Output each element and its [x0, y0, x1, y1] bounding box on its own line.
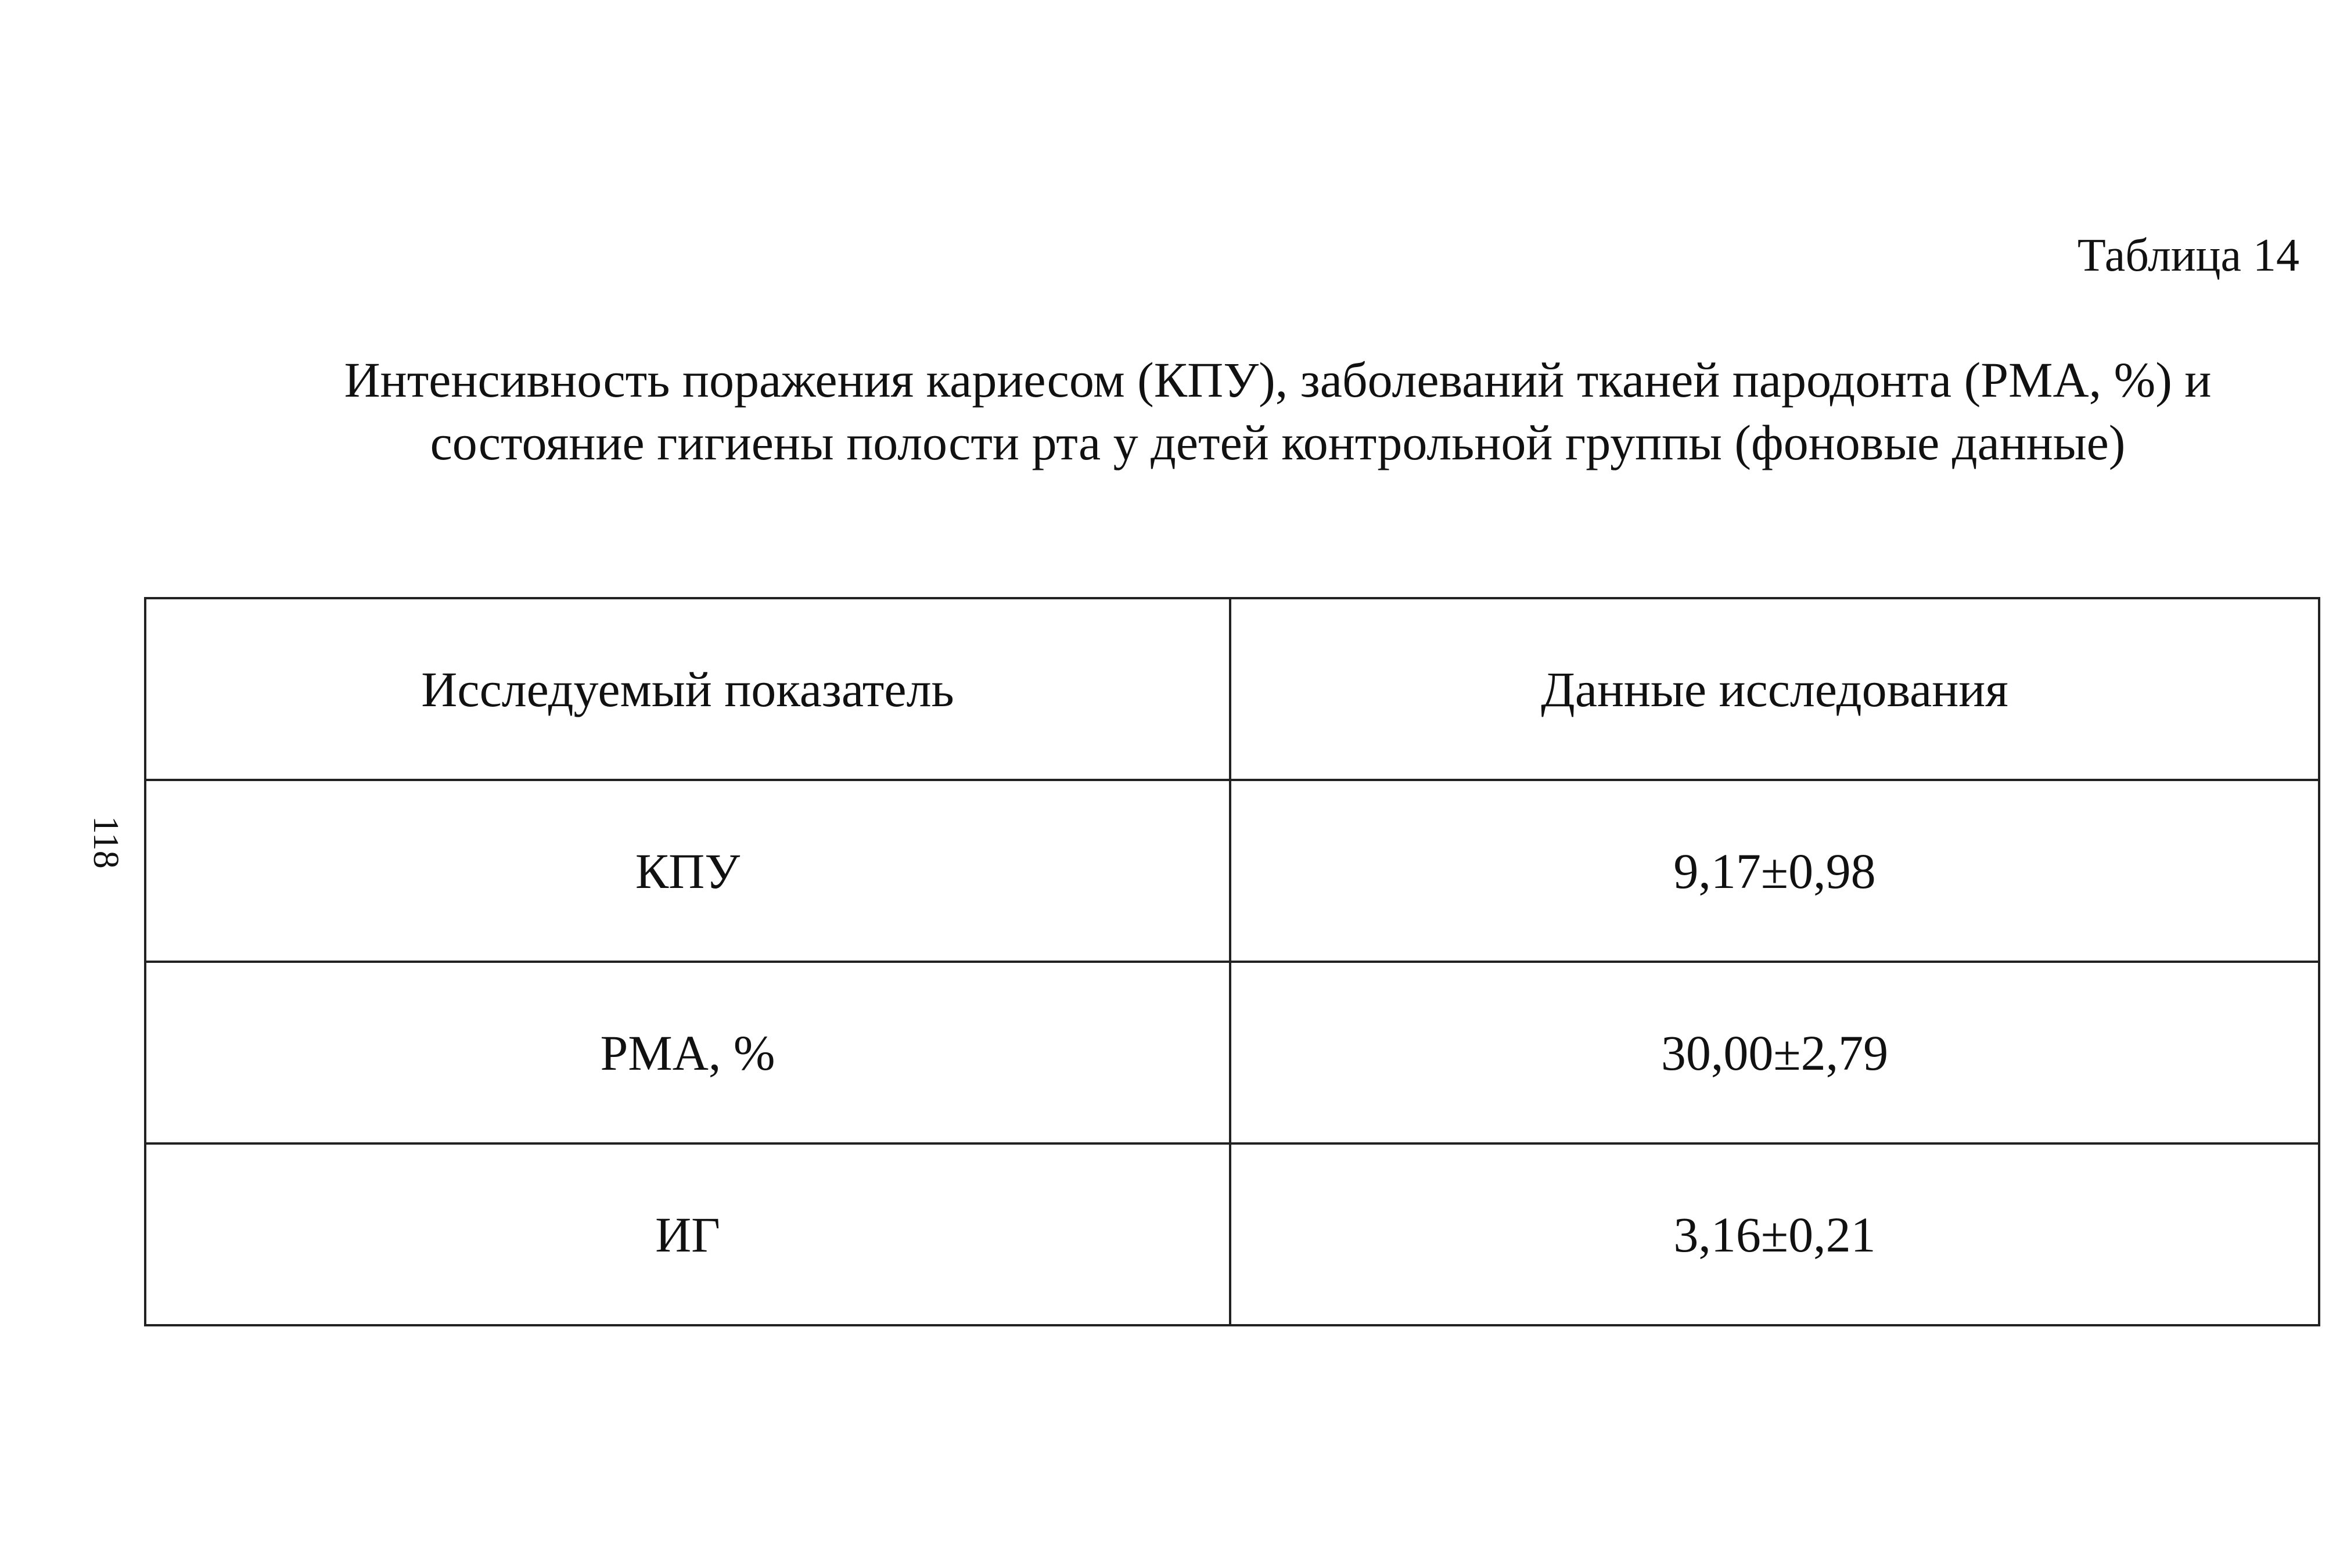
table-label: Таблица 14 — [2077, 230, 2299, 281]
table-row — [145, 780, 2319, 962]
table-row — [145, 1143, 2319, 1325]
value-cell: 30,00±2,79 — [1230, 962, 2319, 1143]
page-number: 118 — [86, 816, 125, 869]
value-cell: 9,17±0,98 — [1230, 780, 2319, 962]
table-title — [215, 348, 2341, 474]
table-header-row — [145, 598, 2319, 780]
indicator-cell: КПУ — [145, 780, 1230, 962]
column-header-indicator: Исследуемый показатель — [145, 598, 1230, 780]
table-title-line-2: состояние гигиены полости рта у детей контрольной группы (фоновые данные) — [430, 415, 2126, 470]
data-table — [144, 597, 2320, 1326]
column-header-data: Данные исследования — [1230, 598, 2319, 780]
table-row — [145, 962, 2319, 1143]
indicator-cell: ИГ — [145, 1143, 1230, 1325]
value-cell: 3,16±0,21 — [1230, 1143, 2319, 1325]
indicator-cell: РМА, % — [145, 962, 1230, 1143]
table-title-line-1: Интенсивность поражения кариесом (КПУ), заболеваний тканей пародонта (РМА, %) и — [344, 352, 2212, 408]
